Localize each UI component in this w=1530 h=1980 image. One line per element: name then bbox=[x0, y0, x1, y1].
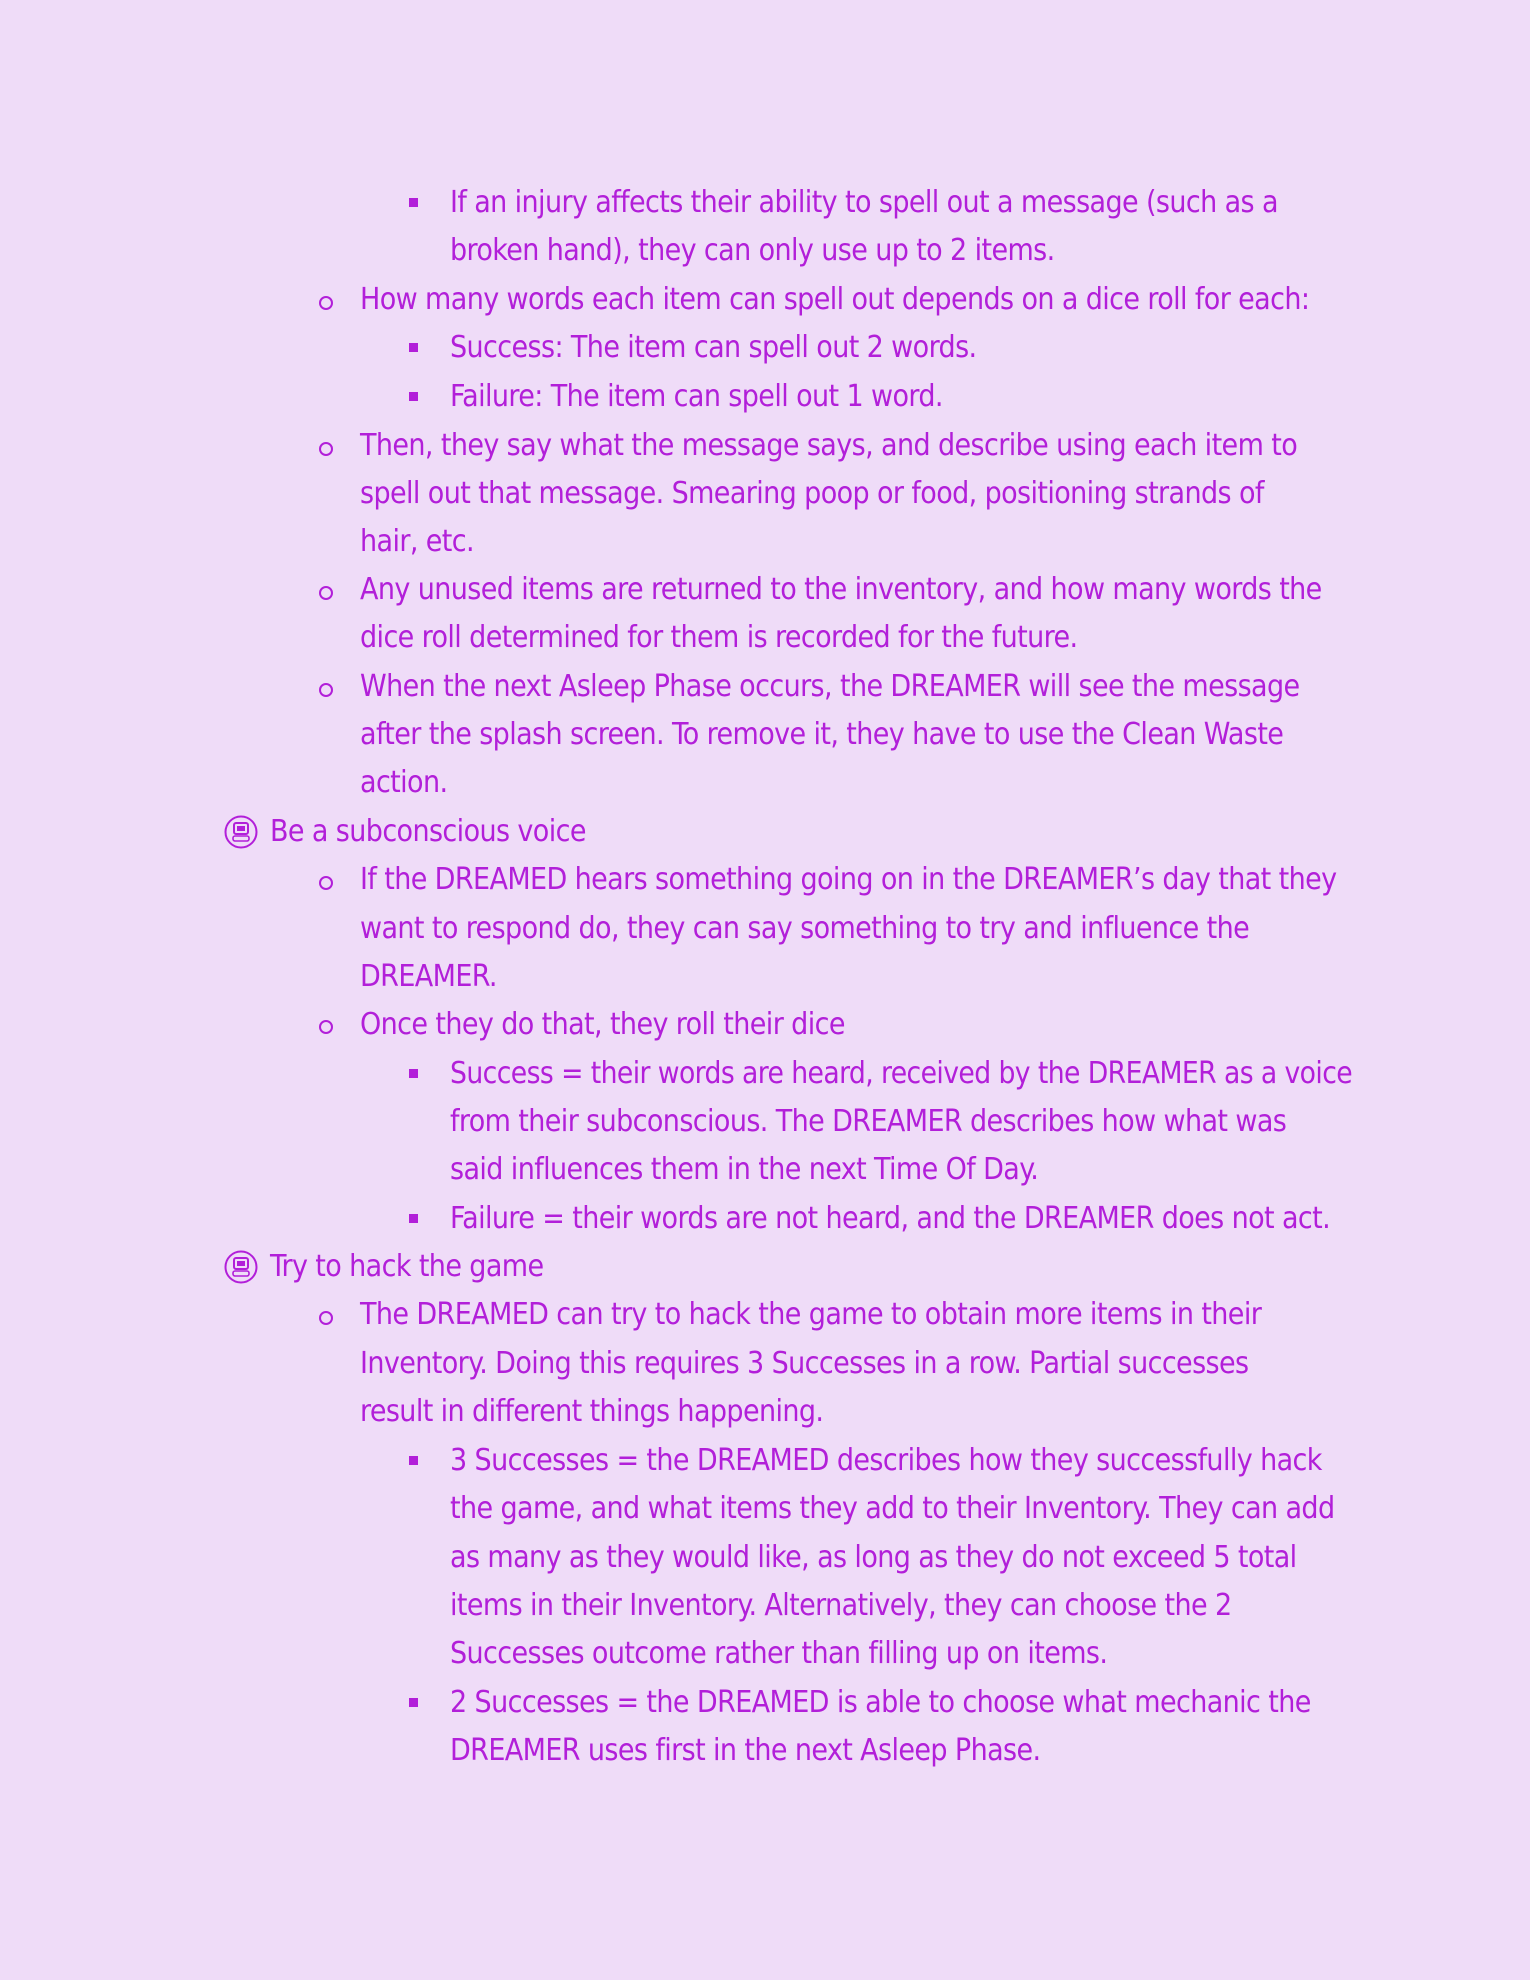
circle-bullet-icon bbox=[319, 683, 333, 697]
list-item-text: broken hand), they can only use up to 2 items. bbox=[450, 233, 1055, 268]
list-item-text: dice roll determined for them is recorded for the future. bbox=[360, 620, 1078, 655]
list-item-text: Success: The item can spell out 2 words. bbox=[450, 330, 977, 365]
list-item-text: after the splash screen. To remove it, they have to use the Clean Waste bbox=[360, 717, 1284, 752]
list-item-heading: Be a subconscious voice bbox=[270, 814, 586, 849]
list-item-text: action. bbox=[360, 765, 448, 800]
list-item-text: from their subconscious. The DREAMER describes how what was bbox=[450, 1104, 1287, 1139]
list-item-text: Failure = their words are not heard, and the DREAMER does not act. bbox=[450, 1201, 1331, 1236]
circle-bullet-icon bbox=[319, 1311, 333, 1325]
list-item-text: The DREAMED can try to hack the game to obtain more items in their bbox=[360, 1297, 1262, 1332]
square-bullet-icon bbox=[409, 198, 418, 207]
list-item-text: If an injury affects their ability to spell out a message (such as a bbox=[450, 185, 1278, 220]
list-item-text: When the next Asleep Phase occurs, the DREAMER will see the message bbox=[360, 669, 1300, 704]
list-item-text: Then, they say what the message says, and describe using each item to bbox=[360, 428, 1298, 463]
list-item-text: 2 Successes = the DREAMED is able to choose what mechanic the bbox=[450, 1685, 1311, 1720]
list-item-text: as many as they would like, as long as they do not exceed 5 total bbox=[450, 1540, 1297, 1575]
list-item-text: Failure: The item can spell out 1 word. bbox=[450, 379, 943, 414]
list-item-text: items in their Inventory. Alternatively, they can choose the 2 bbox=[450, 1588, 1232, 1623]
list-item-text: result in different things happening. bbox=[360, 1394, 824, 1429]
square-bullet-icon bbox=[409, 343, 418, 352]
list-item-text: DREAMER. bbox=[360, 959, 497, 994]
square-bullet-icon bbox=[409, 1456, 418, 1465]
square-bullet-icon bbox=[409, 392, 418, 401]
list-item-text: Any unused items are returned to the inventory, and how many words the bbox=[360, 572, 1322, 607]
list-item-text: Success = their words are heard, received by the DREAMER as a voice bbox=[450, 1056, 1353, 1091]
circle-bullet-icon bbox=[319, 876, 333, 890]
list-item-text: Successes outcome rather than filling up on items. bbox=[450, 1636, 1108, 1671]
square-bullet-icon bbox=[409, 1214, 418, 1223]
list-item-text: DREAMER uses first in the next Asleep Phase. bbox=[450, 1733, 1041, 1768]
list-item-text: said influences them in the next Time Of Day. bbox=[450, 1152, 1039, 1187]
list-item-text: If the DREAMED hears something going on in the DREAMER’s day that they bbox=[360, 862, 1337, 897]
game-console-icon bbox=[224, 1250, 258, 1284]
list-item-text: spell out that message. Smearing poop or food, positioning strands of bbox=[360, 476, 1264, 511]
list-item-text: Inventory. Doing this requires 3 Successes in a row. Partial successes bbox=[360, 1346, 1249, 1381]
list-item-text: Once they do that, they roll their dice bbox=[360, 1007, 845, 1042]
circle-bullet-icon bbox=[319, 586, 333, 600]
list-item-heading: Try to hack the game bbox=[270, 1249, 544, 1284]
circle-bullet-icon bbox=[319, 442, 333, 456]
list-item-text: How many words each item can spell out depends on a dice roll for each: bbox=[360, 282, 1310, 317]
square-bullet-icon bbox=[409, 1069, 418, 1078]
list-item-text: the game, and what items they add to their Inventory. They can add bbox=[450, 1491, 1335, 1526]
list-item-text: want to respond do, they can say something to try and influence the bbox=[360, 911, 1250, 946]
game-console-icon bbox=[224, 815, 258, 849]
square-bullet-icon bbox=[409, 1698, 418, 1707]
list-item-text: 3 Successes = the DREAMED describes how they successfully hack bbox=[450, 1443, 1322, 1478]
circle-bullet-icon bbox=[319, 1020, 333, 1034]
list-item-text: hair, etc. bbox=[360, 524, 474, 559]
circle-bullet-icon bbox=[319, 296, 333, 310]
